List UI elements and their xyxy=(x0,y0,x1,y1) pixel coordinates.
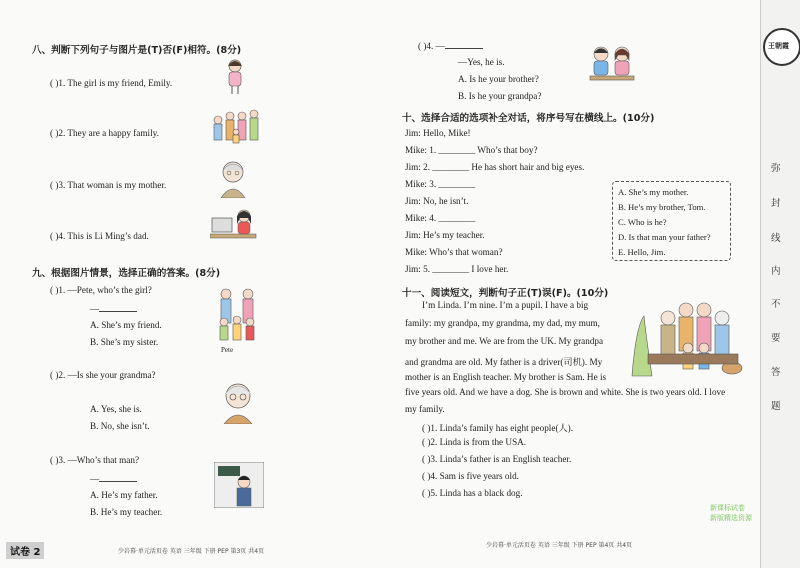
answer-blank xyxy=(99,473,137,482)
binding-strip xyxy=(760,0,800,568)
pete-caption: Pete xyxy=(221,346,234,354)
answer-blank xyxy=(99,303,137,312)
logo-text: 王朝霞 xyxy=(768,42,789,50)
statement-2: ( )2. Linda is from the USA. xyxy=(422,437,527,447)
grandma-with-glasses-icon xyxy=(218,380,258,424)
dialogue-line-3: Jim: 2. ________ He has short hair and big eyes. xyxy=(405,162,585,172)
grandma-picture-icon xyxy=(216,158,250,198)
s8-item-2: ( )2. They are a happy family. xyxy=(50,128,159,138)
statement-3: ( )3. Linda’s father is an English teacher. xyxy=(422,454,572,464)
s8-item-4: ( )4. This is Li Ming’s dad. xyxy=(50,231,149,241)
passage-line-3: my brother and me. We are from the UK. My grandpa xyxy=(405,336,604,346)
pete-family-picture-icon xyxy=(212,284,262,344)
dialogue-line-2: Mike: 1. ________ Who’s that boy? xyxy=(405,145,538,155)
strip-char-8: 题 xyxy=(771,401,781,412)
family-picture-icon xyxy=(210,106,264,150)
two-kids-picture-icon xyxy=(588,44,636,84)
section-8-title: 八、判断下列句子与图片是(T)否(F)相符。(8分) xyxy=(32,45,242,56)
answer-blank xyxy=(445,40,483,49)
strip-char-6: 要 xyxy=(771,333,781,344)
dialogue-line-5: Jim: No, he isn’t. xyxy=(405,196,469,206)
s9-q4-option-a: A. Is he your brother? xyxy=(458,74,539,84)
dialogue-line-9: Jim: 5. ________ I love her. xyxy=(405,264,509,274)
s9-q4-reply: —Yes, he is. xyxy=(458,57,505,67)
s9-q1-stem: ( )1. —Pete, who’s the girl? xyxy=(50,285,152,295)
dialogue-line-4: Mike: 3. ________ xyxy=(405,179,476,189)
option-d: D. Is that man your father? xyxy=(618,232,711,242)
section-11-title: 十一、阅读短文，判断句子正(T)误(F)。(10分) xyxy=(402,288,609,299)
s9-q4-option-b: B. Is he your grandpa? xyxy=(458,91,542,101)
footer-right: 少岩幕·单元活页卷 英语 三年级 下册 PEP 第4页 共4页 xyxy=(486,542,633,549)
passage-line-5: mother is an English teacher. My brother is Sam. He is xyxy=(405,372,607,382)
s9-q1-option-a: A. She’s my friend. xyxy=(90,320,162,330)
s8-item-3: ( )3. That woman is my mother. xyxy=(50,180,167,190)
s9-q2-stem: ( )2. —Is she your grandma? xyxy=(50,370,156,380)
statement-4: ( )4. Sam is five years old. xyxy=(422,471,519,481)
s9-q2-option-a: A. Yes, she is. xyxy=(90,404,142,414)
passage-line-2: family: my grandpa, my grandma, my dad, my mum, xyxy=(405,318,600,328)
dialogue-line-6: Mike: 4. ________ xyxy=(405,213,476,223)
s9-q2-option-b: B. No, she isn’t. xyxy=(90,421,150,431)
option-e: E. Hello, Jim. xyxy=(618,247,666,257)
section-9-title: 九、根据图片情景，选择正确的答案。(8分) xyxy=(32,268,221,279)
s9-q3-answer-line xyxy=(90,473,137,484)
s9-q1-option-b: B. She’s my sister. xyxy=(90,337,159,347)
strip-char-4: 内 xyxy=(771,266,781,277)
s9-q3-stem: ( )3. —Who’s that man? xyxy=(50,455,140,465)
strip-char-2: 封 xyxy=(771,198,781,209)
s9-q1-answer-line xyxy=(90,303,137,314)
sheet-number-tag: 试卷 2 xyxy=(6,542,44,559)
option-b: B. He’s my brother, Tom. xyxy=(618,202,706,212)
passage-line-4: and grandma are old. My father is a driver(司机). My xyxy=(405,357,603,367)
dash: — xyxy=(90,304,100,314)
strip-char-5: 不 xyxy=(771,299,781,310)
strip-char-3: 线 xyxy=(771,233,781,244)
s9-q4-stem xyxy=(418,40,483,51)
s9-q3-option-b: B. He’s my teacher. xyxy=(90,507,163,517)
s8-item-1: ( )1. The girl is my friend, Emily. xyxy=(50,78,173,88)
s9-q3-option-a: A. He’s my father. xyxy=(90,490,158,500)
footer-left: 少岩幕·单元活页卷 英语 三年级 下册 PEP 第3页 共4页 xyxy=(118,548,265,555)
dash: — xyxy=(90,474,100,484)
section-10-title: 十、选择合适的选项补全对话，将序号写在横线上。(10分) xyxy=(402,113,655,124)
passage-line-6: five years old. And we have a dog. She is brown and white. She is two years old. I love xyxy=(405,387,726,397)
dialogue-line-1: Jim: Hello, Mike! xyxy=(405,128,471,138)
dialogue-line-8: Mike: Who’s that woman? xyxy=(405,247,503,257)
option-c: C. Who is he? xyxy=(618,217,667,227)
strip-char-1: 弥 xyxy=(771,163,781,174)
dialogue-line-7: Jim: He’s my teacher. xyxy=(405,230,485,240)
watermark-line-2: 新版精选资源 xyxy=(710,514,752,522)
option-a: A. She’s my mother. xyxy=(618,187,689,197)
statement-5: ( )5. Linda has a black dog. xyxy=(422,488,523,498)
passage-line-1: I’m Linda. I’m nine. I’m a pupil. I have a big xyxy=(422,300,589,310)
girl-picture-icon xyxy=(222,58,248,96)
linda-family-picture-icon xyxy=(628,296,748,382)
strip-char-7: 答 xyxy=(771,367,781,378)
watermark-line-1: 新课标试卷 xyxy=(710,504,745,512)
q4-stem-text: ( )4. — xyxy=(418,41,445,51)
woman-at-computer-picture-icon xyxy=(210,206,258,246)
statement-1: ( )1. Linda’s family has eight people(人). xyxy=(422,423,574,433)
passage-line-7: my family. xyxy=(405,404,445,414)
teacher-picture-icon xyxy=(214,462,264,508)
